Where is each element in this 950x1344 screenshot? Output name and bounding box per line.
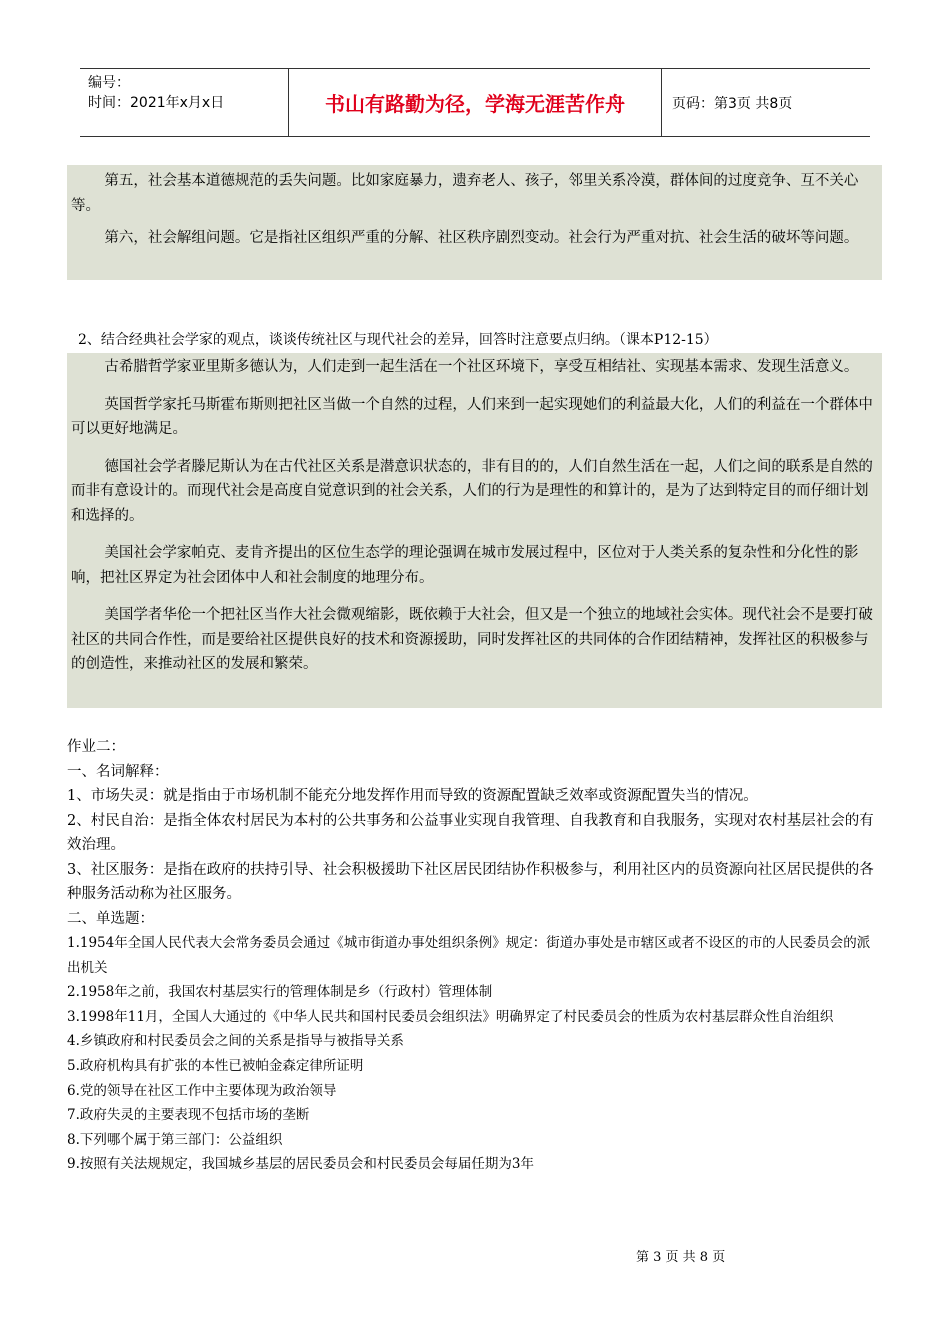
section-heading: 二、单选题： — [67, 910, 154, 927]
choice-item: 3.1998年11月，全国人大通过的《中华人民共和国村民委员会组织法》明确界定了村民委员会的性质为农村基层群众性自治组织 — [67, 1008, 834, 1025]
choice-item: 7.政府失灵的主要表现不包括市场的垄断 — [67, 1107, 310, 1124]
paragraph: 美国学者华伦一个把社区当作大社会微观缩影，既依赖于大社会，但又是一个独立的地域社会实体。现代社会不是要打破社区的共同合作性，而是要给社区提供良好的技术和资源援助，同时发挥社区的共同体的合作团结精神，发挥社区的积极参与的创造性，来推动社区的发展和繁荣。 — [71, 607, 873, 672]
choice-item: 9.按照有关法规规定，我国城乡基层的居民委员会和村民委员会每届任期为3年 — [67, 1156, 534, 1173]
term-definition: 3、社区服务：是指在政府的扶持引导、社会积极援助下社区居民团结协作积极参与，利用社区内的员资源向社区居民提供的各种服务活动称为社区服务。 — [67, 861, 874, 902]
paragraph: 德国社会学者滕尼斯认为在古代社区关系是潜意识状态的，非有目的的，人们自然生活在一起，人们之间的联系是自然的而非有意设计的。而现代社会是高度自觉意识到的社会关系，人们的行为是理性的和算计的，是为了达到特定目的而仔细计划和选择的。 — [71, 458, 873, 524]
choice-item: 2.1958年之前，我国农村基层实行的管理体制是乡（行政村）管理体制 — [67, 984, 493, 1001]
choice-item: 6.党的领导在社区工作中主要体现为政治领导 — [67, 1082, 337, 1099]
homework-2 — [67, 735, 882, 1177]
motto: 书山有路勤为径，学海无涯苦作舟 — [289, 69, 662, 136]
paragraph: 古希腊哲学家亚里斯多德认为，人们走到一起生活在一个社区环境下，享受互相结社、实现基本需求、发现生活意义。 — [104, 359, 859, 375]
time-label: 时间：2021年x月x日 — [88, 95, 225, 111]
paragraph: 第六，社会解组问题。它是指社区组织严重的分解、社区秩序剧烈变动。社会行为严重对抗、社会生活的破坏等问题。 — [104, 230, 859, 246]
section-heading: 一、名词解释： — [67, 763, 169, 780]
paragraph: 英国哲学家托马斯霍布斯则把社区当做一个自然的过程，人们来到一起实现她们的利益最大化，人们的利益在一个群体中可以更好地满足。 — [71, 396, 873, 437]
question-2: 2、结合经典社会学家的观点，谈谈传统社区与现代社会的差异，回答时注意要点归纳。（课本P12-15） — [78, 332, 718, 348]
term-definition: 2、村民自治：是指全体农村居民为本村的公共事务和公益事业实现自我管理、自我教育和自我服务，实现对农村基层社会的有效治理。 — [67, 812, 874, 853]
paragraph: 美国社会学家帕克、麦肯齐提出的区位生态学的理论强调在城市发展过程中，区位对于人类关系的复杂性和分化性的影响，把社区界定为社会团体中人和社会制度的地理分布。 — [71, 545, 859, 586]
header-info — [80, 69, 289, 136]
homework-title: 作业二： — [67, 739, 125, 755]
choice-list — [67, 931, 882, 1177]
number-label: 编号： — [88, 75, 130, 91]
choice-item: 5.政府机构具有扩张的本性已被帕金森定律所证明 — [67, 1057, 364, 1074]
paragraph: 第五，社会基本道德规范的丢失问题。比如家庭暴力，遗弃老人、孩子，邻里关系冷漠，群体间的过度竞争、互不关心等。 — [71, 173, 859, 214]
page-label: 页码：第3页 共8页 — [672, 95, 793, 112]
term-definition: 1、市场失灵：就是指由于市场机制不能充分地发挥作用而导致的资源配置缺乏效率或资源配置失当的情况。 — [67, 788, 758, 804]
page-header — [80, 68, 870, 137]
page-footer: 第 3 页 共 8 页 — [636, 1250, 726, 1265]
choice-item: 8.下列哪个属于第三部门：公益组织 — [67, 1131, 283, 1148]
answer-block-1 — [67, 165, 882, 280]
choice-item: 1.1954年全国人民代表大会常务委员会通过《城市街道办事处组织条例》规定：街道办事处是市辖区或者不设区的市的人民委员会的派出机关 — [67, 935, 871, 976]
answer-block-2 — [67, 353, 882, 708]
choice-item: 4.乡镇政府和村民委员会之间的关系是指导与被指导关系 — [67, 1033, 404, 1050]
